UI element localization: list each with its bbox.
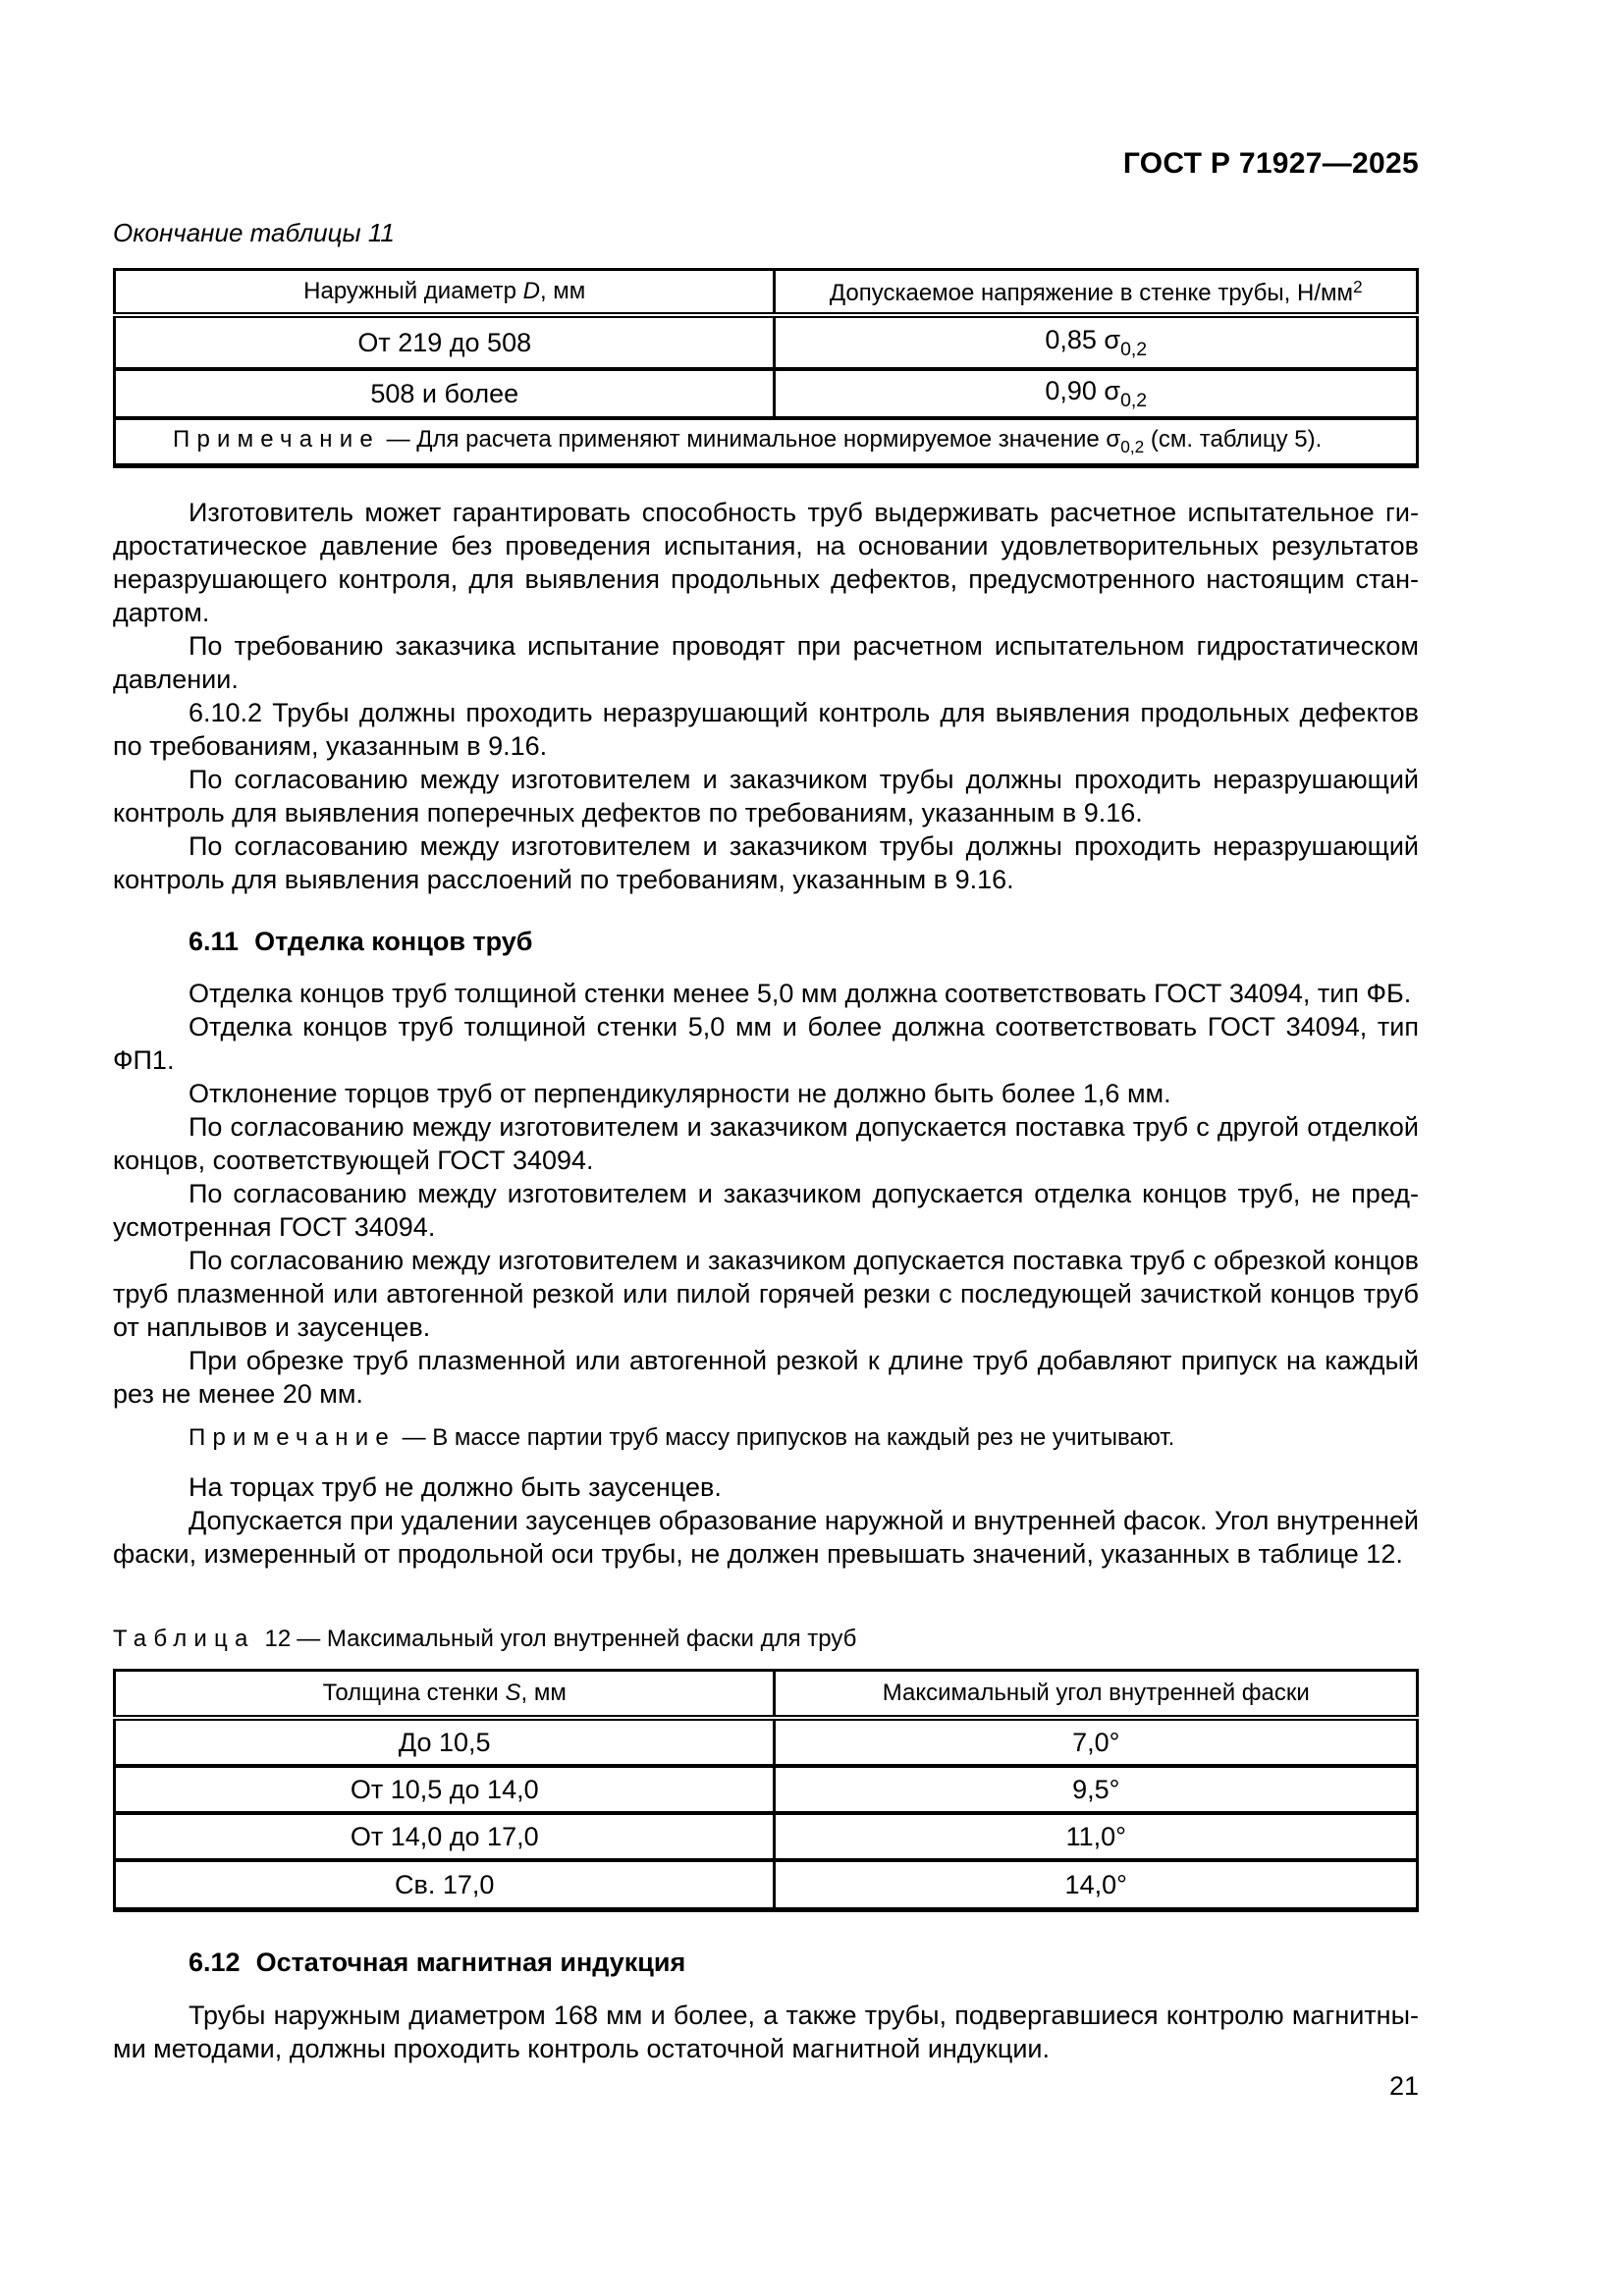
table-row [115,315,1418,369]
section-number: 6.11 [189,927,240,956]
section-6-11-text [113,977,1419,1411]
paragraph: По согласованию между изготовителем и заказчиком допускается поставка труб с обрезкой концов труб плазменной или автогенной резкой или пилой горячей резки с последующей зачисткой концов труб от наплывов и заусенцев. [113,1246,1419,1342]
paragraph: Трубы наружным диаметром 168 мм и более, а также трубы, подвергавшиеся контролю магнитными методами, должны проходить контроль остаточной магнитной индукции. [113,2001,1419,2063]
section-6-11-text-continued [113,1470,1419,1571]
table-11-col1-header: Наружный диаметр D, мм [115,270,775,316]
diameter-cell: От 219 до 508 [115,315,775,369]
body-note: Примечание — В массе партии труб массу припусков на каждый рез не учитывают. [189,1424,1175,1451]
diameter-cell: 508 и более [115,369,775,418]
angle-cell: 7,0° [775,1718,1418,1766]
sigma-symbol: σ [1104,324,1121,354]
angle-cell: 9,5° [775,1766,1418,1813]
paragraph: На торцах труб не должно быть заусенцев. [189,1472,722,1502]
sigma-subscript: 0,2 [1120,437,1145,457]
table-11 [113,268,1419,468]
note-label: Примечание [189,1424,396,1451]
section-6-10-text [113,496,1419,896]
paragraph: Изготовитель может гарантировать способность труб выдерживать расчетное испытательное гидростатическое давление без проведения испытания, на основании удовлетворительных результатов неразрушающего контроля, для выявления продольных дефектов, предусмотренного настоящим стандартом. [113,498,1419,627]
angle-cell: 14,0° [1064,1869,1127,1899]
table-11-note: Примечание — Для расчета применяют минимальное нормируемое значение $\sigma_{0,2}$ (см. таблицу 5). [173,425,1323,457]
sigma-subscript: 0,2 [1120,338,1148,360]
section-title: Остаточная магнитная индукция [255,1948,686,1977]
paragraph: Отклонение торцов труб от перпендикулярности не должно быть более 1,6 мм. [189,1079,1171,1108]
thickness-cell: От 10,5 до 14,0 [115,1766,775,1813]
page-number: 21 [1388,2071,1419,2101]
table-11-note-row [115,418,1418,466]
paragraph: По согласованию между изготовителем и заказчиком трубы должны проходить неразрушающий контроль для выявления поперечных дефектов по требованиям, указанным в 9.16. [113,765,1419,828]
table-caption-title: — Максимальный угол внутренней фаски для труб [297,1626,857,1652]
paragraph: При обрезке труб плазменной или автогенной резкой к длине труб добавляют припуск на каждый рез не менее 20 мм. [113,1346,1419,1409]
sigma-symbol: σ [1104,375,1121,405]
paragraph: По согласованию между изготовителем и заказчиком допускается поставка труб с другой отделкой концов, соответствующей ГОСТ 34094. [113,1112,1419,1175]
section-heading-6-11 [113,927,1494,957]
table-caption-number: 12 [264,1626,292,1652]
thickness-cell: От 14,0 до 17,0 [115,1813,775,1860]
table-12-header-row [115,1671,1418,1719]
table-12-caption [113,1626,1419,1653]
table-row [115,369,1418,418]
stress-cell: 0,85 $\sigma_{0,2}$ [775,315,1418,369]
table-12 [113,1669,1419,1912]
stress-cell: 0,90 $\sigma_{0,2}$ [775,369,1418,418]
paragraph: Допускается при удалении заусенцев образование наружной и внутренней фасок. Угол внутренней фаски, измеренный от продольной оси трубы, не должен превышать значений, указанных в таблице 12. [113,1506,1419,1569]
table-11-header-row [115,270,1418,316]
standard-designation: ГОСТ Р 71927—2025 [1122,147,1419,180]
table-11-col2-header: Допускаемое напряжение в стенке трубы, $Н/мм^2$ [775,270,1418,316]
section-6-12-text [113,1999,1419,2065]
paragraph: 6.10.2 Трубы должны проходить неразрушающий контроль для выявления продольных дефектов по требованиям, указанным в 9.16. [113,698,1419,761]
thickness-cell: Св. 17,0 [115,1860,775,1910]
table-row [115,1766,1418,1813]
table-row [115,1718,1418,1766]
paragraph: По согласованию между изготовителем и заказчиком допускается отделка концов труб, не предусмотренная ГОСТ 34094. [113,1179,1419,1242]
section-number: 6.12 [189,1948,241,1977]
table-caption-label: Таблица [113,1626,255,1652]
table-12-col1-header: Толщина стенки S, мм [115,1671,775,1719]
paragraph: По требованию заказчика испытание проводят при расчетном испытательном гидростатическом давлении. [113,631,1419,694]
paragraph: Отделка концов труб толщиной стенки 5,0 мм и более должна соответствовать ГОСТ 34094, тип ФП1. [113,1012,1419,1075]
thickness-cell: До 10,5 [115,1718,775,1766]
table-row [115,1813,1418,1860]
paragraph: По согласованию между изготовителем и заказчиком трубы должны проходить неразрушающий контроль для выявления расслоений по требованиям, указанным в 9.16. [113,831,1419,894]
sigma-symbol: σ [1106,425,1121,453]
table11-continuation-caption: Окончание таблицы 11 [113,218,395,247]
paragraph: Отделка концов труб толщиной стенки менее 5,0 мм должна соответствовать ГОСТ 34094, тип ФБ. [189,979,1412,1008]
sigma-subscript: 0,2 [1120,389,1148,411]
diameter-variable: D [522,278,540,304]
table-12-col2-header: Максимальный угол внутренней фаски [775,1671,1418,1719]
superscript-2: 2 [1353,276,1363,296]
section-title: Отделка концов труб [254,927,533,956]
note-label: Примечание [173,425,380,453]
section-heading-6-12 [113,1948,1494,1978]
angle-cell: 11,0° [775,1813,1418,1860]
table-row [115,1860,1418,1910]
thickness-variable: S [505,1680,521,1706]
